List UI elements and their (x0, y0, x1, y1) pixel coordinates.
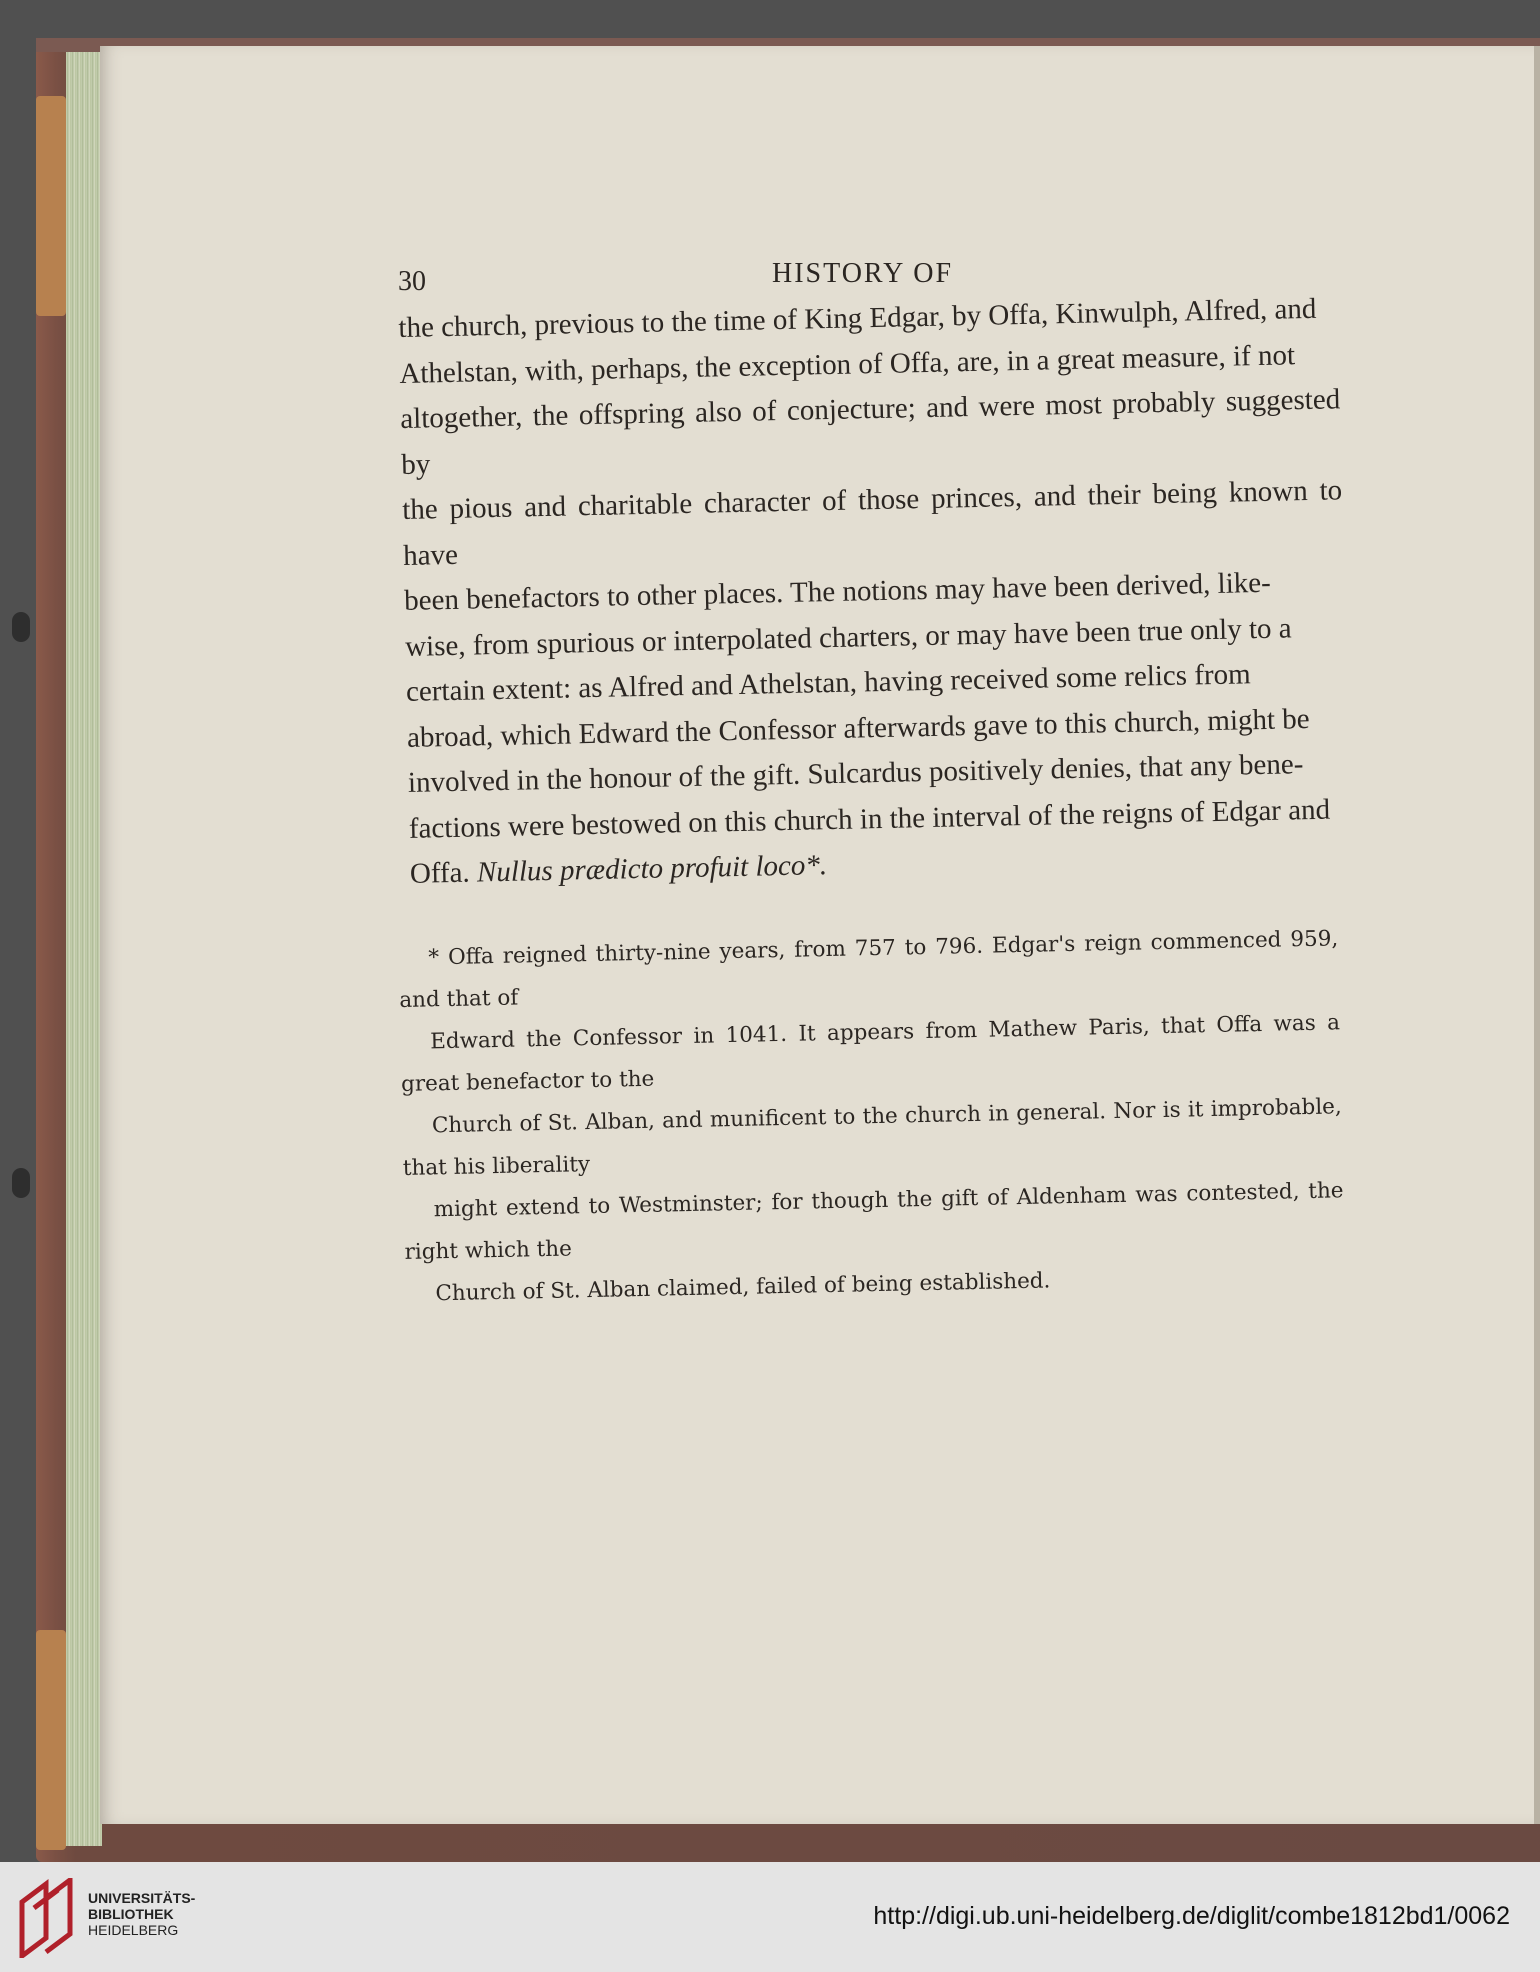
footnote (398, 918, 1346, 1316)
spine-leather-corner-bottom (36, 1630, 66, 1850)
footnote-line: might extend to Westminster; for though the gift of Aldenham was contested, the right which the (404, 1177, 1344, 1265)
body-line: involved in the honour of the gift. Sulcardus positively denies, that any bene- (407, 748, 1304, 799)
body-paragraph (398, 286, 1350, 897)
body-line-last: Offa. (409, 856, 471, 890)
footnote-line: Church of St. Alban, and munificent to the church in general. Nor is it improbable, that his liberality (402, 1093, 1343, 1181)
library-name (88, 1890, 195, 1938)
body-line: altogether, the offspring also of conjecture; and were most probably suggested by (400, 383, 1341, 481)
library-name-line2: BIBLIOTHEK (88, 1906, 174, 1922)
scanner-clip-top (12, 612, 30, 642)
body-line: the pious and charitable character of those princes, and their being known to have (401, 474, 1343, 572)
body-line: the church, previous to the time of King Edgar, by Offa, Kinwulph, Alfred, and (398, 292, 1317, 344)
page-right-edge (1534, 46, 1540, 1824)
body-line: been benefactors to other places. The notions may have been derived, like- (403, 566, 1272, 617)
footnote-line: Edward the Confessor in 1041. It appears from Mathew Paris, that Offa was a great benefactor to the (400, 1009, 1341, 1097)
latin-quotation: Nullus prædicto profuit loco*. (476, 849, 828, 889)
page-text-block (398, 240, 1344, 1316)
library-name-line1: UNIVERSITÄTS- (88, 1890, 196, 1906)
body-line: certain extent: as Alfred and Athelstan, having received some relics from (405, 658, 1251, 708)
permalink-url[interactable]: http://digi.ub.uni-heidelberg.de/diglit/combe1812bd1/0062 (873, 1902, 1510, 1930)
library-logo-icon[interactable] (16, 1878, 76, 1958)
page-number: 30 (398, 266, 426, 297)
running-head-title: HISTORY OF (772, 258, 954, 289)
page-edges (66, 52, 102, 1846)
footnote-line: * Offa reigned thirty-nine years, from 757 to 796. Edgar's reign commenced 959, and that of (399, 925, 1339, 1013)
footer-bar (0, 1862, 1540, 1972)
body-line: Athelstan, with, perhaps, the exception of Offa, are, in a great measure, if not (399, 338, 1296, 390)
scanner-clip-bottom (12, 1168, 30, 1198)
library-name-line3: HEIDELBERG (88, 1922, 179, 1938)
body-line: factions were bestowed on this church in the interval of the reigns of Edgar and (408, 793, 1331, 845)
spine-leather-corner-top (36, 96, 66, 316)
footnote-line: Church of St. Alban claimed, failed of being established. (435, 1267, 1051, 1306)
body-line: abroad, which Edward the Confessor afterwards gave to this church, might be (406, 702, 1310, 754)
body-line: wise, from spurious or interpolated charters, or may have been true only to a (404, 611, 1292, 663)
